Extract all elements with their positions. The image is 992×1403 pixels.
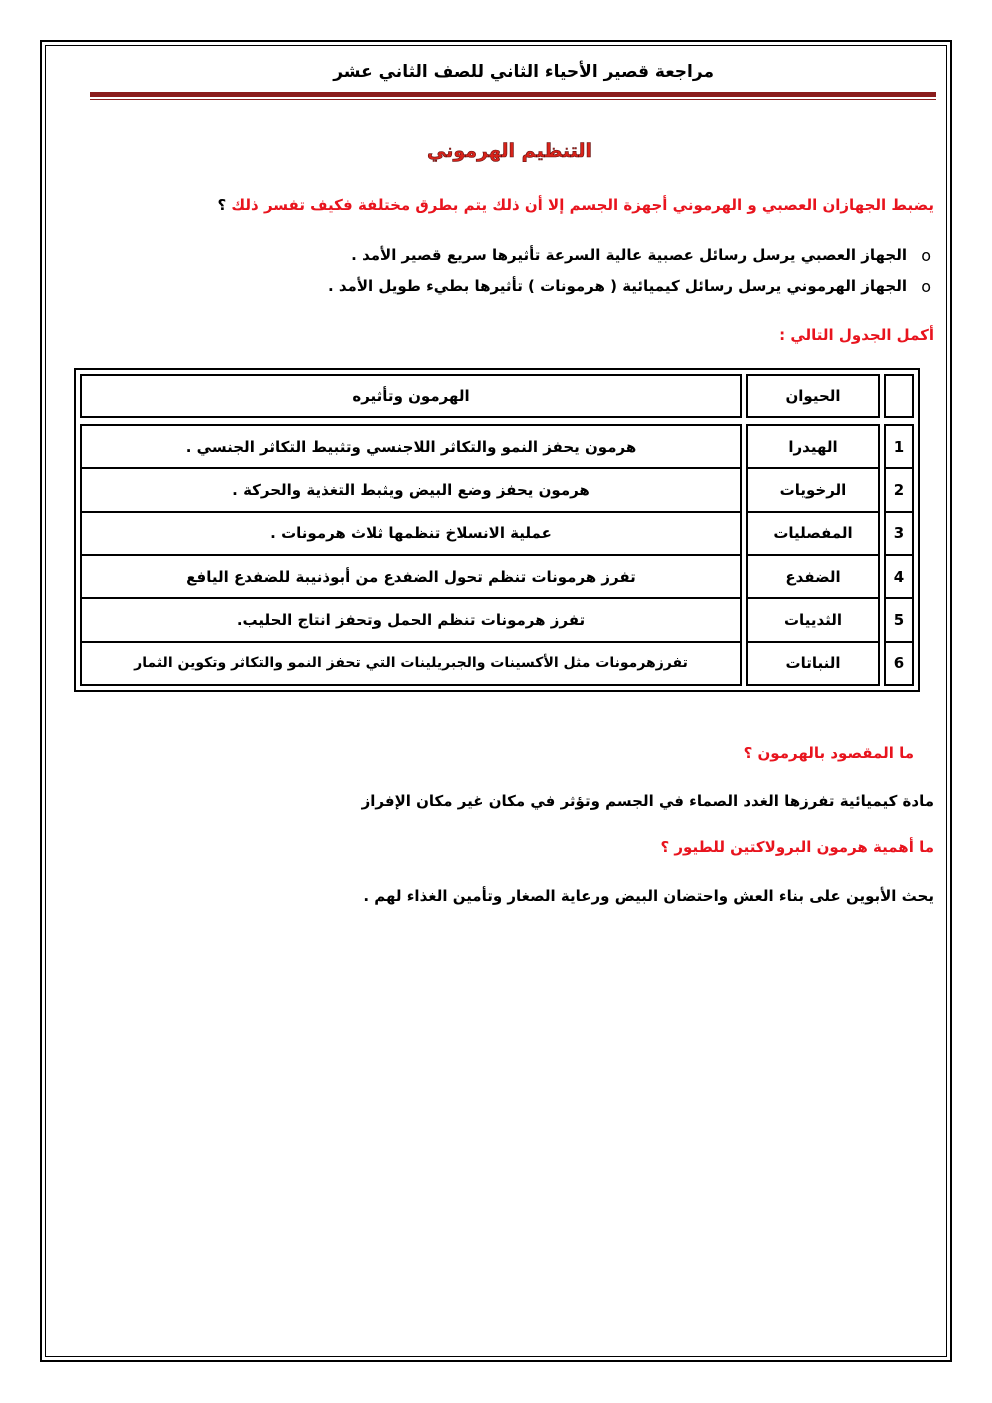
row-number: 2: [885, 468, 913, 511]
row-hormone: هرمون يحفز النمو والتكاثر اللاجنسي وتثبيط التكاثر الجنسي .: [81, 425, 741, 468]
table-header-hormone: الهرمون وتأثيره: [81, 375, 741, 417]
header-divider-thin: [90, 99, 936, 100]
table-row: [81, 598, 913, 641]
row-hormone: تفرز هرمونات تنظم الحمل وتحفز انتاج الحليب.: [81, 598, 741, 641]
table-row: [81, 642, 913, 685]
page-header-title: مراجعة قصير الأحياء الثاني للصف الثاني عشر: [333, 62, 714, 82]
row-hormone: تفرزهرمونات مثل الأكسينات والجبريلينات التي تحفز النمو والتكاثر وتكوين الثمار: [81, 642, 741, 685]
row-animal: النباتات: [747, 642, 879, 685]
answer-hormone-definition: مادة كيميائية تفرزها الغدد الصماء في الجسم وتؤثر في مكان غير مكان الإفراز: [361, 792, 934, 810]
answer-prolactin-birds: يحث الأبوين على بناء العش واحتضان البيض ورعاية الصغار وتأمين الغذاء لهم .: [363, 887, 934, 905]
bullet-text: الجهاز الهرموني يرسل رسائل كيميائية ( هرمونات ) تأثيرها بطيء طويل الأمد .: [327, 277, 907, 295]
row-hormone: هرمون يحفز وضع البيض ويثبط التغذية والحركة .: [81, 468, 741, 511]
question-nervous-vs-hormonal: [217, 196, 934, 214]
question-hormone-definition: ما المقصود بالهرمون ؟: [743, 744, 914, 762]
bullet-item-nervous: [351, 246, 931, 265]
bullet-circle-icon: o: [921, 277, 931, 296]
row-animal: الثدييات: [747, 598, 879, 641]
hormone-table: [74, 368, 920, 692]
table-header-animal: الحيوان: [747, 375, 879, 417]
row-hormone: عملية الانسلاخ تنظمها ثلاث هرمونات .: [81, 512, 741, 555]
row-animal: المفصليات: [747, 512, 879, 555]
table-header-row: [81, 375, 913, 417]
bullet-text: الجهاز العصبي يرسل رسائل عصبية عالية السرعة تأثيرها سريع قصير الأمد .: [351, 246, 907, 264]
row-animal: الرخويات: [747, 468, 879, 511]
table-row: [81, 468, 913, 511]
row-number: 6: [885, 642, 913, 685]
table-header-num: [885, 375, 913, 417]
table-prompt: أكمل الجدول التالي :: [779, 326, 934, 344]
section-title: التنظيم الهرموني: [427, 140, 592, 162]
table-row: [81, 512, 913, 555]
question-text: يضبط الجهازان العصبي و الهرموني أجهزة الجسم إلا أن ذلك يتم بطرق مختلفة فكيف تفسر ذلك: [231, 196, 934, 214]
row-hormone: تفرز هرمونات تنظم تحول الضفدع من أبوذنيبة للضفدع اليافع: [81, 555, 741, 598]
row-animal: الهيدرا: [747, 425, 879, 468]
row-number: 4: [885, 555, 913, 598]
bullet-circle-icon: o: [921, 246, 931, 265]
header-divider: [90, 92, 936, 97]
bullet-item-hormonal: [327, 277, 931, 296]
question-prolactin-birds: ما أهمية هرمون البرولاكتين للطيور ؟: [660, 838, 934, 856]
row-number: 3: [885, 512, 913, 555]
page-border: [40, 40, 952, 1362]
row-number: 1: [885, 425, 913, 468]
table-row: [81, 425, 913, 468]
row-number: 5: [885, 598, 913, 641]
row-animal: الضفدع: [747, 555, 879, 598]
question-mark: ؟: [217, 196, 232, 214]
table-row: [81, 555, 913, 598]
